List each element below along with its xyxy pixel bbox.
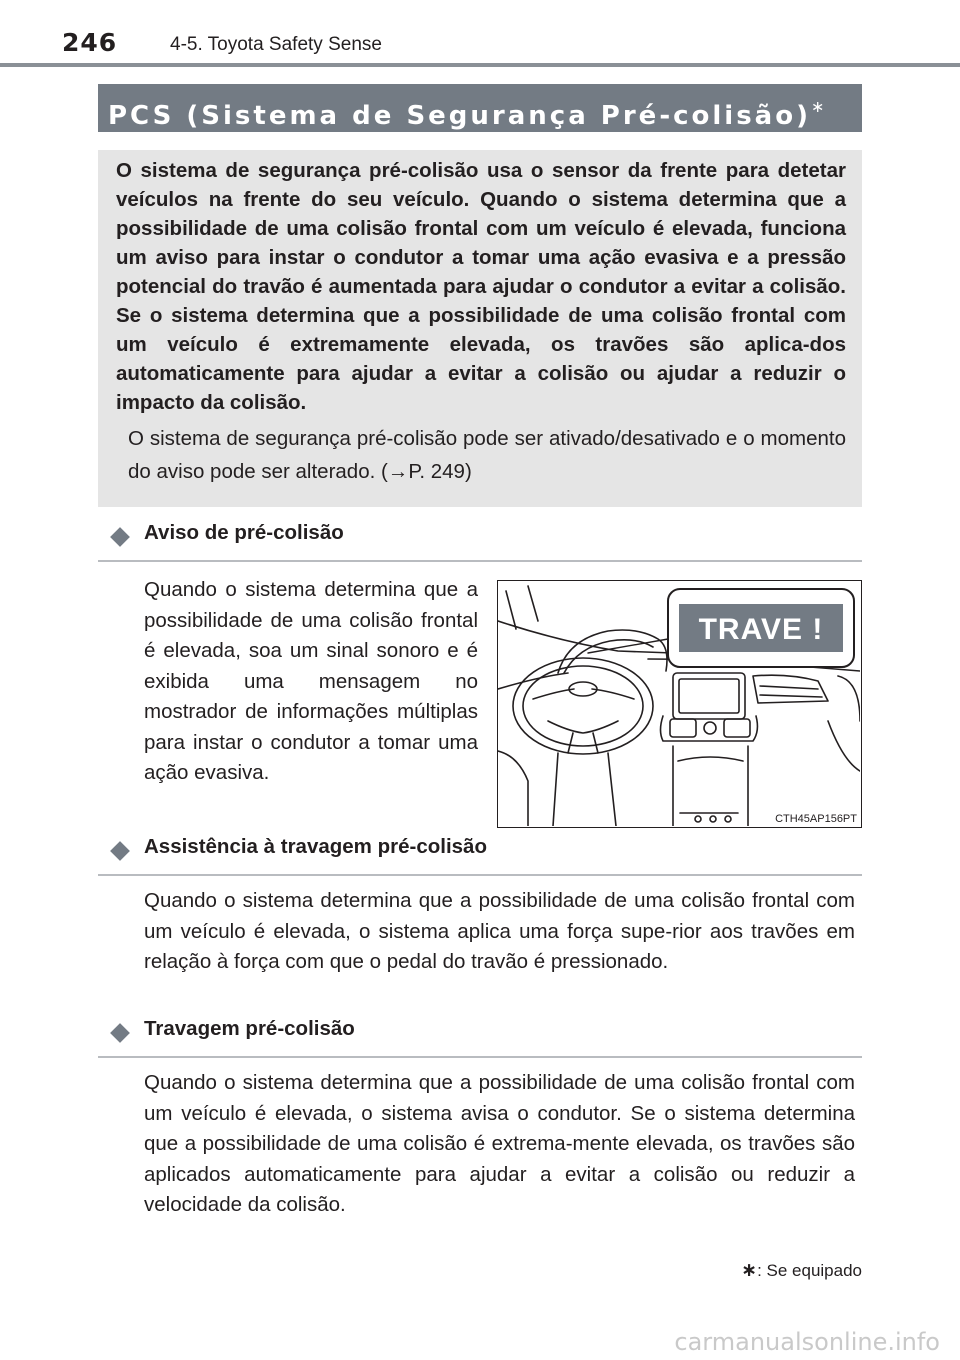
header-rule <box>0 63 960 67</box>
section-heading-brake-assist <box>98 835 862 876</box>
diamond-bullet-icon <box>110 527 130 547</box>
section-body-brake-assist: Quando o sistema determina que a possibilidade de uma colisão frontal com um veículo é elevada, o sistema aplica uma força supe-rior aos travões em relação à força com que o pedal do travão é pressionado. <box>144 889 855 973</box>
page-title <box>98 84 862 132</box>
section-body-pre-collision-braking: Quando o sistema determina que a possibilidade de uma colisão frontal com um veículo é elevada, o sistema avisa o condutor. Se o sistema determina que a possibilidade de uma colisão é extrema-mente elevada, os travões são aplicados automaticamente para ajudar a evitar a colisão ou reduzir a velocidade da colisão. <box>144 1071 855 1216</box>
title-marker: ∗ <box>810 97 825 116</box>
dashboard-illustration <box>497 580 862 828</box>
dashboard-drawing <box>498 581 860 826</box>
section-label: 4-5. Toyota Safety Sense <box>170 34 382 55</box>
page-number: 246 <box>62 28 118 57</box>
footnote-marker: ∗ <box>741 1260 758 1281</box>
intro-note: O sistema de segurança pré-colisão pode ser ativado/desativado e o momento do aviso pode ser alterado. (→P. 249) <box>128 427 846 483</box>
diamond-bullet-icon <box>110 1023 130 1043</box>
section-heading-pre-collision-warning <box>98 521 862 562</box>
section-body-pre-collision-warning: Quando o sistema determina que a possibilidade de uma colisão frontal é elevada, soa um sinal sonoro e é exibida uma mensagem no mostrador de informações múltiplas para instar o condutor a tomar uma ação evasiva. <box>144 578 478 784</box>
watermark: carmanualsonline.info <box>674 1328 940 1356</box>
footnote <box>741 1259 862 1282</box>
section-heading-text: Assistência à travagem pré-colisão <box>144 835 487 858</box>
section-heading-text: Travagem pré-colisão <box>144 1017 355 1040</box>
section-heading-pre-collision-braking <box>98 1017 862 1058</box>
section-heading-text: Aviso de pré-colisão <box>144 521 344 544</box>
intro-box <box>98 150 862 507</box>
figure-code: CTH45AP156PT <box>775 813 857 825</box>
display-message: TRAVE ! <box>698 613 824 646</box>
diamond-bullet-icon <box>110 841 130 861</box>
footnote-text: : Se equipado <box>757 1261 862 1280</box>
intro-text: O sistema de segurança pré-colisão usa o sensor da frente para detetar veículos na frente do seu veículo. Quando o sistema determina que a possibilidade de uma colisão frontal com um veículo é elevada, funciona um aviso para instar o condutor a tomar uma ação evasiva e a pressão potencial do travão é aumentada para ajudar o condutor a evitar a colisão. Se o sistema determina que a possibilidade de uma colisão frontal com um veículo é extremamente elevada, os travões são aplica-dos automaticamente para ajudar a evitar a colisão ou ajudar a reduzir o impacto da colisão. <box>116 159 846 414</box>
page-title-text: PCS (Sistema de Segurança Pré-colisão) <box>108 101 811 131</box>
